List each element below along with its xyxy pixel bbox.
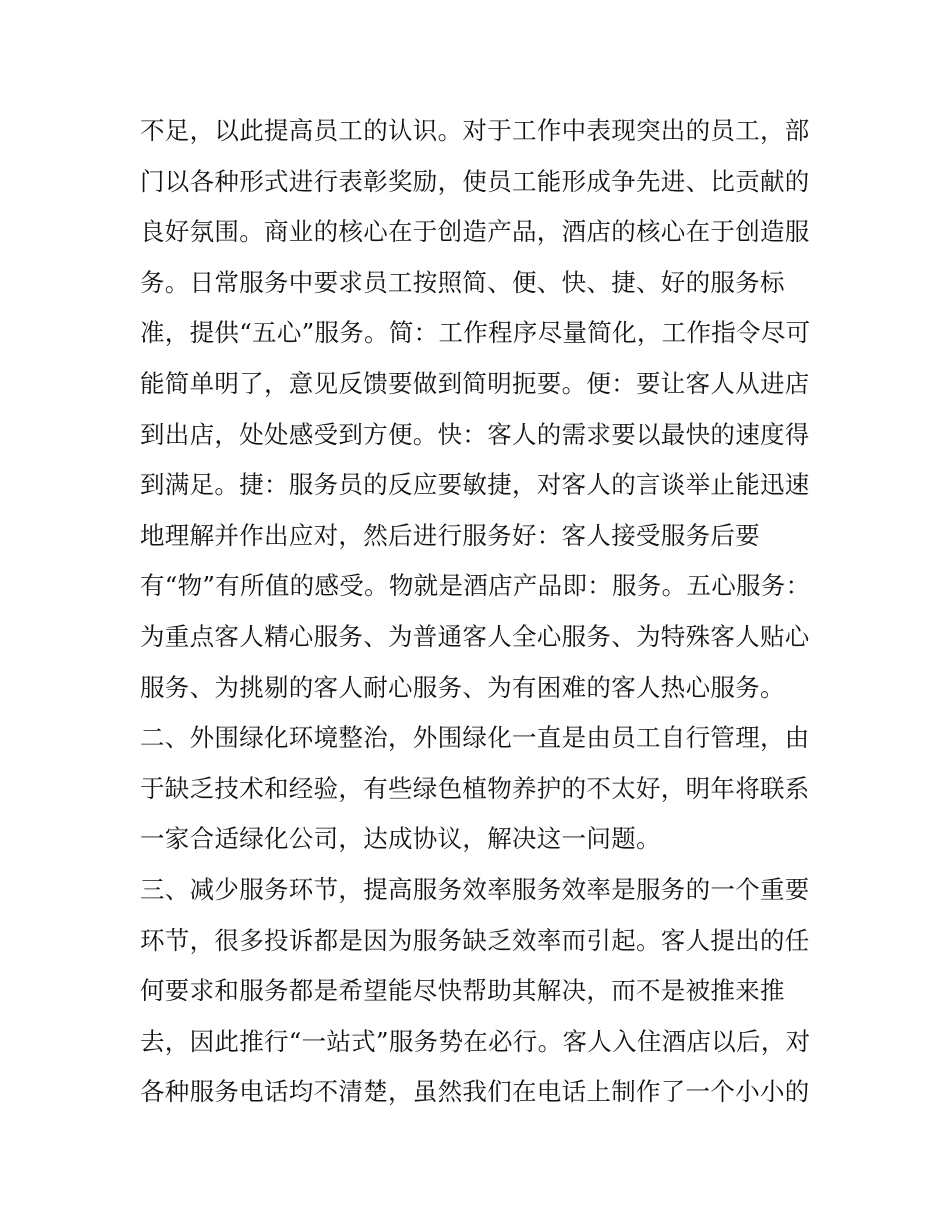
text-line: 环节，很多投诉都是因为服务缺乏效率而引起。客人提出的任 (140, 925, 810, 955)
text-line: 服务、为挑剔的客人耐心服务、为有困难的客人热心服务。 (140, 672, 785, 702)
text-line: 一家合适绿化公司，达成协议，解决这一问题。 (140, 824, 661, 854)
text-line: 准，提供“五心”服务。简：工作程序尽量简化，工作指令尽可 (140, 318, 811, 348)
text-line: 不足，以此提高员工的认识。对于工作中表现突出的员工，部 (140, 116, 810, 145)
text-line: 能简单明了，意见反馈要做到简明扼要。便：要让客人从进店 (140, 368, 810, 398)
text-line: 去，因此推行“一站式”服务势在必行。客人入住酒店以后，对 (140, 1026, 811, 1056)
text-line: 有“物”有所值的感受。物就是酒店产品即：服务。五心服务： (140, 571, 811, 601)
text-line: 良好氛围。商业的核心在于创造产品，酒店的核心在于创造服 (140, 217, 810, 247)
text-line: 于缺乏技术和经验，有些绿色植物养护的不太好，明年将联系 (140, 773, 810, 803)
text-line: 三、减少服务环节，提高服务效率服务效率是服务的一个重要 (140, 874, 810, 904)
text-line: 何要求和服务都是希望能尽快帮助其解决，而不是被推来推 (140, 976, 785, 1006)
text-line: 二、外围绿化环境整治，外围绿化一直是由员工自行管理，由 (140, 723, 810, 753)
text-line: 各种服务电话均不清楚，虽然我们在电话上制作了一个小小的 (140, 1077, 810, 1107)
text-line: 门以各种形式进行表彰奖励，使员工能形成争先进、比贡献的 (140, 166, 810, 196)
text-line: 到出店，处处感受到方便。快：客人的需求要以最快的速度得 (140, 419, 810, 449)
text-line: 为重点客人精心服务、为普通客人全心服务、为特殊客人贴心 (140, 621, 810, 651)
document-body (140, 106, 820, 1118)
text-line: 地理解并作出应对，然后进行服务好：客人接受服务后要 (140, 520, 760, 550)
text-line: 到满足。捷：服务员的反应要敏捷，对客人的言谈举止能迅速 (140, 470, 810, 500)
text-line: 务。日常服务中要求员工按照简、便、快、捷、好的服务标 (140, 267, 785, 297)
